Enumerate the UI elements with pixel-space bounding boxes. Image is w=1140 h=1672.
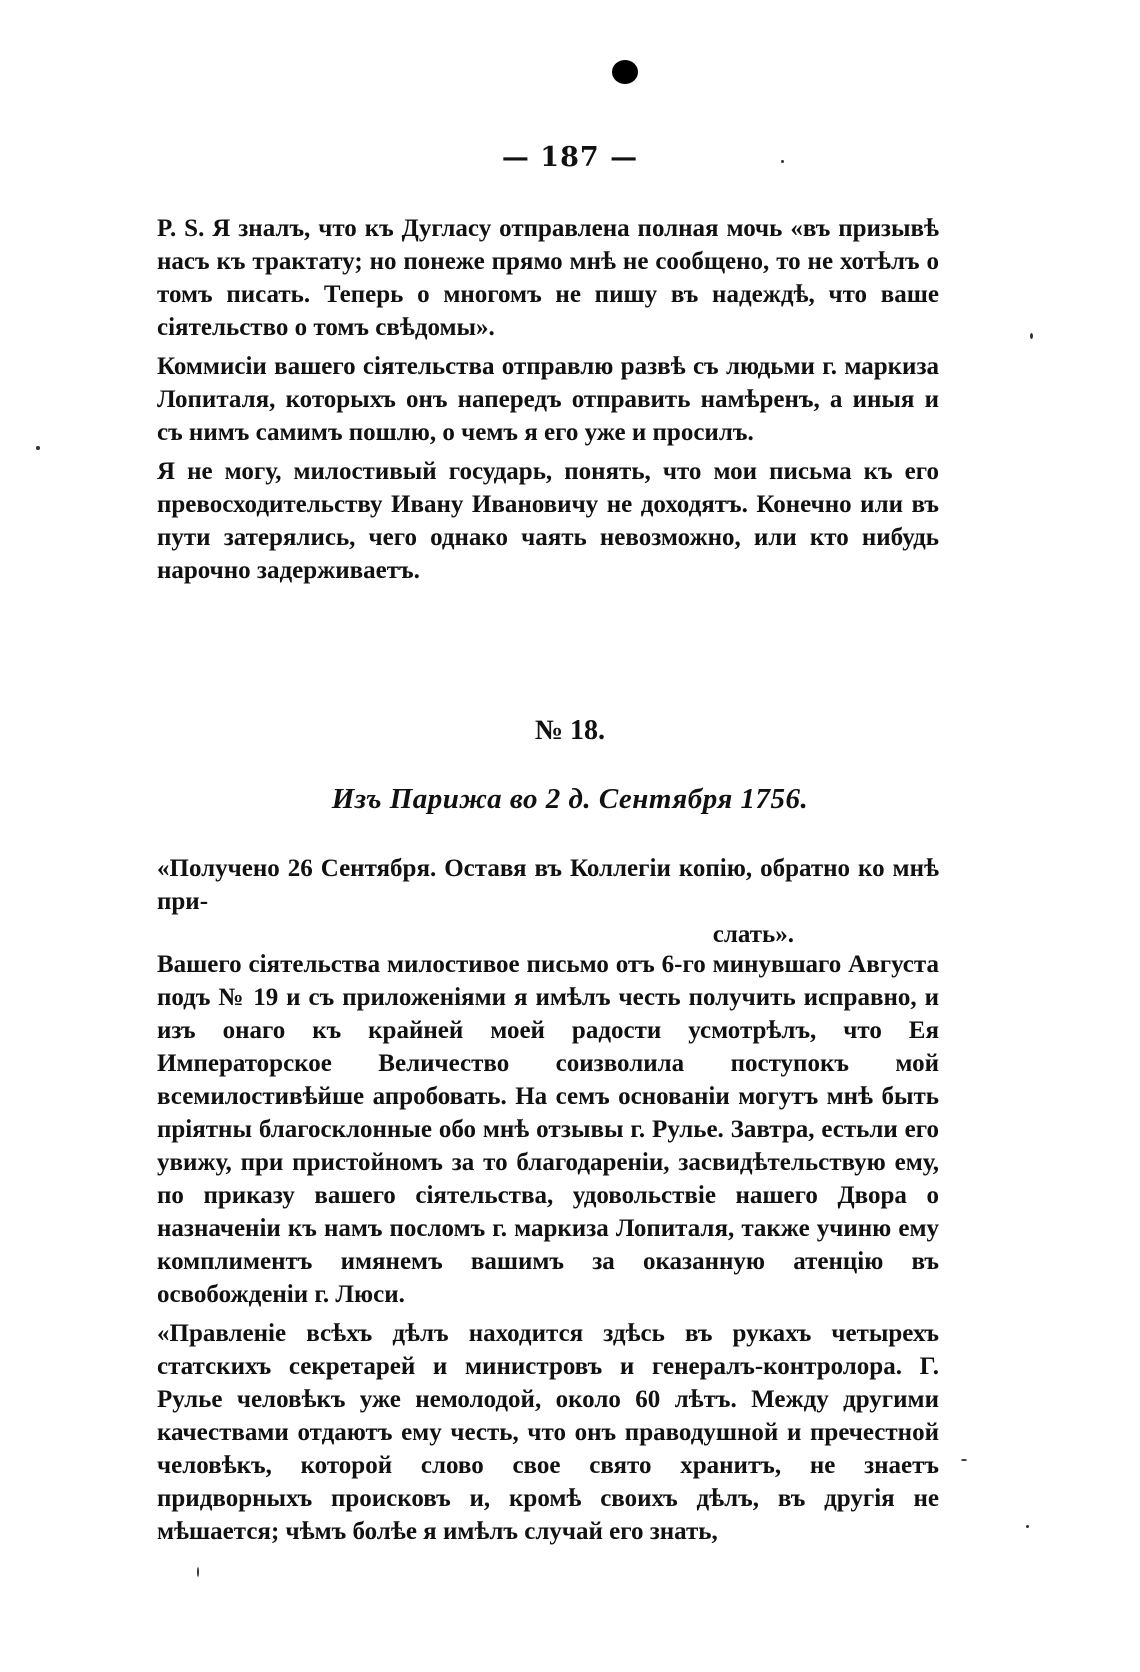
document-place-date: Изъ Парижа во 2 д. Сентября 1756. — [331, 783, 809, 815]
main-text-block — [157, 948, 939, 1548]
ink-speck — [1030, 333, 1033, 339]
paragraph-commissions: Коммисіи вашего сіятельства отправлю развѣ съ людьми г. маркиза Лопиталя, которыхъ онъ напередъ отправить намѣренъ, а иныя и съ нимъ самимъ пошлю, о чемъ я его уже и просилъ. — [157, 353, 939, 446]
ink-speck — [197, 1567, 199, 1577]
document-number: № 18. — [534, 715, 606, 746]
ink-speck — [1026, 1525, 1029, 1528]
receipt-note-main: «Получено 26 Сентября. Оставя въ Коллегіи копію, обратно ко мнѣ при- — [157, 855, 939, 915]
page-number: — 187 — — [501, 142, 639, 173]
receipt-note-end: слать». — [712, 921, 794, 948]
ink-speck — [961, 1459, 967, 1461]
paragraph-postscript: P. S. Я зналъ, что къ Дугласу отправлена полная мочь «въ призывѣ насъ къ трактату; но понеже прямо мнѣ не сообщено, то не хотѣлъ о томъ писать. Теперь о многомъ не пишу въ надеждѣ, что ваше сіятельство о томъ свѣдомы». — [157, 215, 939, 341]
ink-speck — [36, 446, 40, 450]
paragraph-government: «Правленіе всѣхъ дѣлъ находится здѣсь въ рукахъ четырехъ статскихъ секретарей и министровъ и генералъ-контролора. Г. Рулье человѣкъ уже немолодой, около 60 лѣтъ. Между другими качествами отдаютъ ему честь, что онъ праводушной и пречестной человѣкъ, которой слово свое свято хранитъ, не знаетъ придворныхъ происковъ и, кромѣ своихъ дѣлъ, въ другія не мѣшается; чѣмъ болѣе я имѣлъ случай его знать, — [157, 1320, 939, 1545]
paragraph-letters: Я не могу, милостивый государь, понять, что мои письма къ его превосходительству Ивану Ивановичу не доходятъ. Конечно или въ пути затерялись, чего однако чаять невозможно, или кто нибудь нарочно задерживаетъ. — [157, 458, 939, 584]
ink-blot — [612, 60, 638, 84]
top-text-block — [157, 212, 939, 587]
paragraph-letter-received: Вашего сіятельства милостивое письмо отъ 6-го минувшаго Августа подъ № 19 и съ приложеніями я имѣлъ честь получить исправно, и изъ онаго къ крайней моей радости усмотрѣлъ, что Ея Императорское Величество соизволила поступокъ мой всемилостивѣйше апробовать. На семъ основаніи могутъ мнѣ быть пріятны благосклонные обо мнѣ отзывы г. Рулье. Завтра, естьли его увижу, при пристойномъ за то благодареніи, засвидѣтельствую ему, по приказу вашего сіятельства, удовольствіе нашего Двора о назначеніи къ намъ посломъ г. маркиза Лопиталя, также учиню ему комплиментъ имянемъ вашимъ за оказанную атенцію въ освобожденіи г. Люси. — [157, 951, 939, 1308]
receipt-note — [157, 852, 939, 951]
